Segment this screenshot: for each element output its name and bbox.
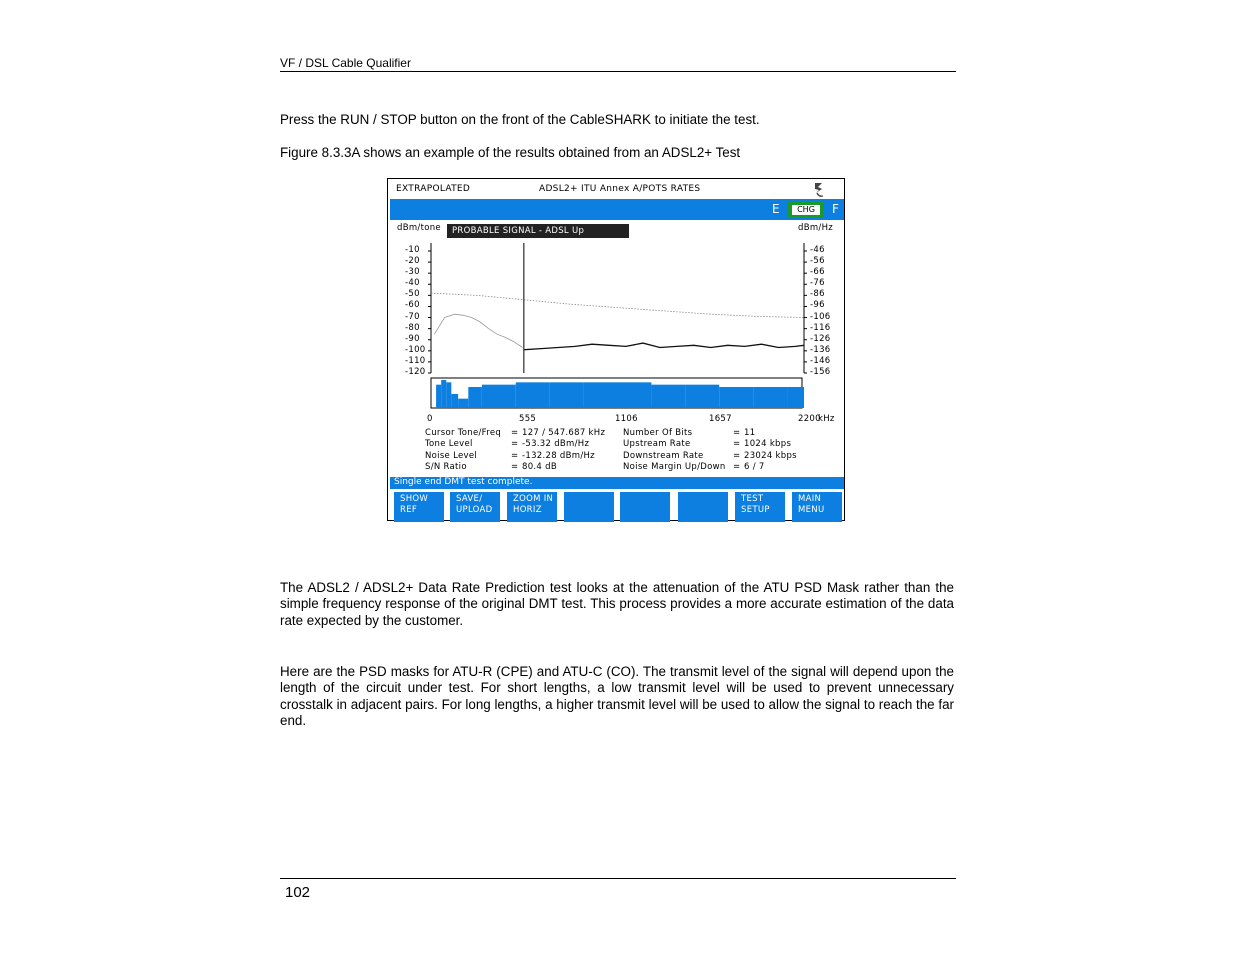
- bits-bar: [685, 385, 719, 408]
- status-bar: [390, 477, 844, 489]
- softkey-blank[interactable]: [620, 492, 670, 522]
- softkey-label-line2: SETUP: [741, 505, 770, 515]
- spectrum-plot: [388, 179, 846, 419]
- right-y-tick-label: -106: [810, 311, 831, 322]
- left-y-tick-label: -50: [405, 289, 420, 300]
- left-y-tick-label: -100: [405, 344, 426, 355]
- softkey-save-upload[interactable]: [450, 492, 500, 522]
- softkey-main-menu[interactable]: [792, 492, 842, 522]
- paragraph-figure-reference: Figure 8.3.3A shows an example of the results obtained from an ADSL2+ Test: [280, 145, 741, 160]
- paragraph-run-instruction: Press the RUN / STOP button on the front of the CableSHARK to initiate the test.: [280, 112, 760, 127]
- right-axis-unit: dBm/Hz: [798, 223, 834, 233]
- bits-bar: [719, 387, 753, 408]
- bits-bar: [468, 387, 482, 408]
- header-rule: [280, 71, 956, 72]
- battery-full-label: F: [832, 202, 839, 216]
- measurement-label: S/N Ratio: [425, 461, 467, 472]
- left-y-tick-label: -60: [405, 300, 420, 311]
- cableshark-screen: [387, 178, 845, 521]
- left-y-tick-label: -10: [405, 245, 420, 255]
- x-tick-label: 0: [427, 414, 433, 424]
- softkey-blank[interactable]: [678, 492, 728, 522]
- x-axis-unit: kHz: [818, 414, 835, 424]
- paragraph-psd-masks: Here are the PSD masks for ATU-R (CPE) and ATU-C (CO). The transmit level of the signal will depend upon the length of the circuit under test. For short lengths, a low transmit level will be used to prevent unnecessary crosstalk in adjacent pairs. For long lengths, a higher transmit level will be used to allow the signal to reach the far end.: [280, 664, 954, 728]
- measurement-value: 23024 kbps: [744, 450, 797, 461]
- measurement-equals: =: [511, 439, 519, 450]
- right-y-tick-label: -116: [810, 322, 831, 333]
- bits-bar: [441, 380, 446, 408]
- measurement-value: -132.28 dBm/Hz: [522, 450, 595, 461]
- left-y-tick-label: -80: [405, 322, 420, 333]
- battery-charge-label: CHG: [792, 205, 820, 215]
- bits-bar: [458, 399, 468, 408]
- right-y-tick-label: -66: [810, 267, 825, 278]
- right-y-tick-label: -146: [810, 355, 831, 366]
- bits-bar: [446, 382, 451, 408]
- signal-label: PROBABLE SIGNAL - ADSL Up: [447, 224, 629, 238]
- softkey-label-line1: TEST: [741, 494, 764, 504]
- softkey-label-line1: MAIN: [798, 494, 822, 504]
- measurement-label: Downstream Rate: [623, 450, 704, 461]
- right-y-tick-label: -46: [810, 245, 825, 255]
- right-y-tick-label: -86: [810, 289, 825, 300]
- softkey-label-line1: SAVE/: [456, 494, 483, 504]
- softkey-label-line1: SHOW: [400, 494, 429, 504]
- right-y-tick-label: -136: [810, 344, 831, 355]
- test-title: ADSL2+ ITU Annex A/POTS RATES: [539, 184, 701, 194]
- left-y-tick-label: -20: [405, 256, 420, 267]
- right-y-tick-label: -156: [810, 367, 831, 377]
- series-line-2: [524, 343, 804, 350]
- measurement-equals: =: [733, 439, 741, 450]
- softkey-label-line2: HORIZ: [513, 505, 542, 515]
- softkey-test-setup[interactable]: [735, 492, 785, 522]
- left-y-tick-label: -70: [405, 311, 420, 322]
- page-number: 102: [285, 884, 311, 901]
- measurement-value: 80.4 dB: [522, 461, 557, 472]
- mode-label: EXTRAPOLATED: [396, 184, 471, 194]
- running-header-title: VF / DSL Cable Qualifier: [280, 56, 411, 70]
- bits-bar: [482, 385, 516, 408]
- left-y-tick-label: -120: [405, 367, 426, 377]
- x-tick-label: 2200: [798, 414, 821, 424]
- bits-bar: [451, 394, 458, 408]
- bits-bar: [618, 382, 652, 408]
- left-y-tick-label: -30: [405, 267, 420, 278]
- series-line-0: [431, 293, 804, 317]
- x-tick-label: 555: [519, 414, 537, 424]
- x-tick-label: 1106: [615, 414, 638, 424]
- softkey-zoom-in-horiz[interactable]: [507, 492, 557, 522]
- measurement-equals: =: [733, 461, 741, 472]
- measurement-equals: =: [511, 428, 519, 438]
- measurement-label: Noise Margin Up/Down: [623, 461, 726, 472]
- measurement-label: Cursor Tone/Freq: [425, 428, 502, 438]
- left-y-tick-label: -90: [405, 333, 420, 344]
- measurement-label: Noise Level: [425, 450, 478, 461]
- bits-bar: [516, 382, 550, 408]
- measurement-equals: =: [733, 428, 741, 438]
- softkey-show-ref[interactable]: [394, 492, 444, 522]
- softkey-label-line1: ZOOM IN: [513, 494, 554, 504]
- right-y-tick-label: -76: [810, 278, 825, 289]
- softkey-blank[interactable]: [564, 492, 614, 522]
- status-message: Single end DMT test complete.: [394, 477, 533, 487]
- bits-bar: [550, 382, 584, 408]
- measurement-equals: =: [511, 450, 519, 461]
- bits-bar: [787, 387, 804, 408]
- footer-rule: [280, 878, 956, 879]
- measurement-value: 11: [744, 428, 756, 438]
- softkey-label-line2: MENU: [798, 505, 825, 515]
- bits-bar: [584, 382, 618, 408]
- measurement-value: 1024 kbps: [744, 439, 792, 450]
- x-tick-label: 1657: [709, 414, 732, 424]
- battery-empty-label: E: [772, 202, 780, 216]
- measurement-value: 127 / 547.687 kHz: [522, 428, 606, 438]
- left-axis-unit: dBm/tone: [397, 223, 441, 233]
- left-y-tick-label: -40: [405, 278, 420, 289]
- right-y-tick-label: -56: [810, 256, 825, 267]
- bits-bar: [651, 385, 685, 408]
- right-y-tick-label: -96: [810, 300, 825, 311]
- measurement-equals: =: [511, 461, 519, 472]
- measurement-value: 6 / 7: [744, 461, 765, 472]
- measurement-equals: =: [733, 450, 741, 461]
- bits-bar: [436, 385, 441, 408]
- bits-bar: [753, 387, 787, 408]
- softkey-label-line2: REF: [400, 505, 418, 515]
- softkey-label-line2: UPLOAD: [456, 505, 493, 515]
- paragraph-data-rate-prediction: The ADSL2 / ADSL2+ Data Rate Prediction test looks at the attenuation of the ATU PSD Mask rather than the simple frequency response of the original DMT test. This process provides a more accurate estimation of the data rate expected by the customer.: [280, 580, 954, 628]
- measurement-label: Upstream Rate: [623, 439, 691, 450]
- measurement-label: Number Of Bits: [623, 428, 693, 438]
- left-y-tick-label: -110: [405, 355, 426, 366]
- measurement-label: Tone Level: [425, 439, 473, 450]
- right-y-tick-label: -126: [810, 333, 831, 344]
- measurement-value: -53.32 dBm/Hz: [522, 439, 590, 450]
- series-line-1: [434, 314, 522, 347]
